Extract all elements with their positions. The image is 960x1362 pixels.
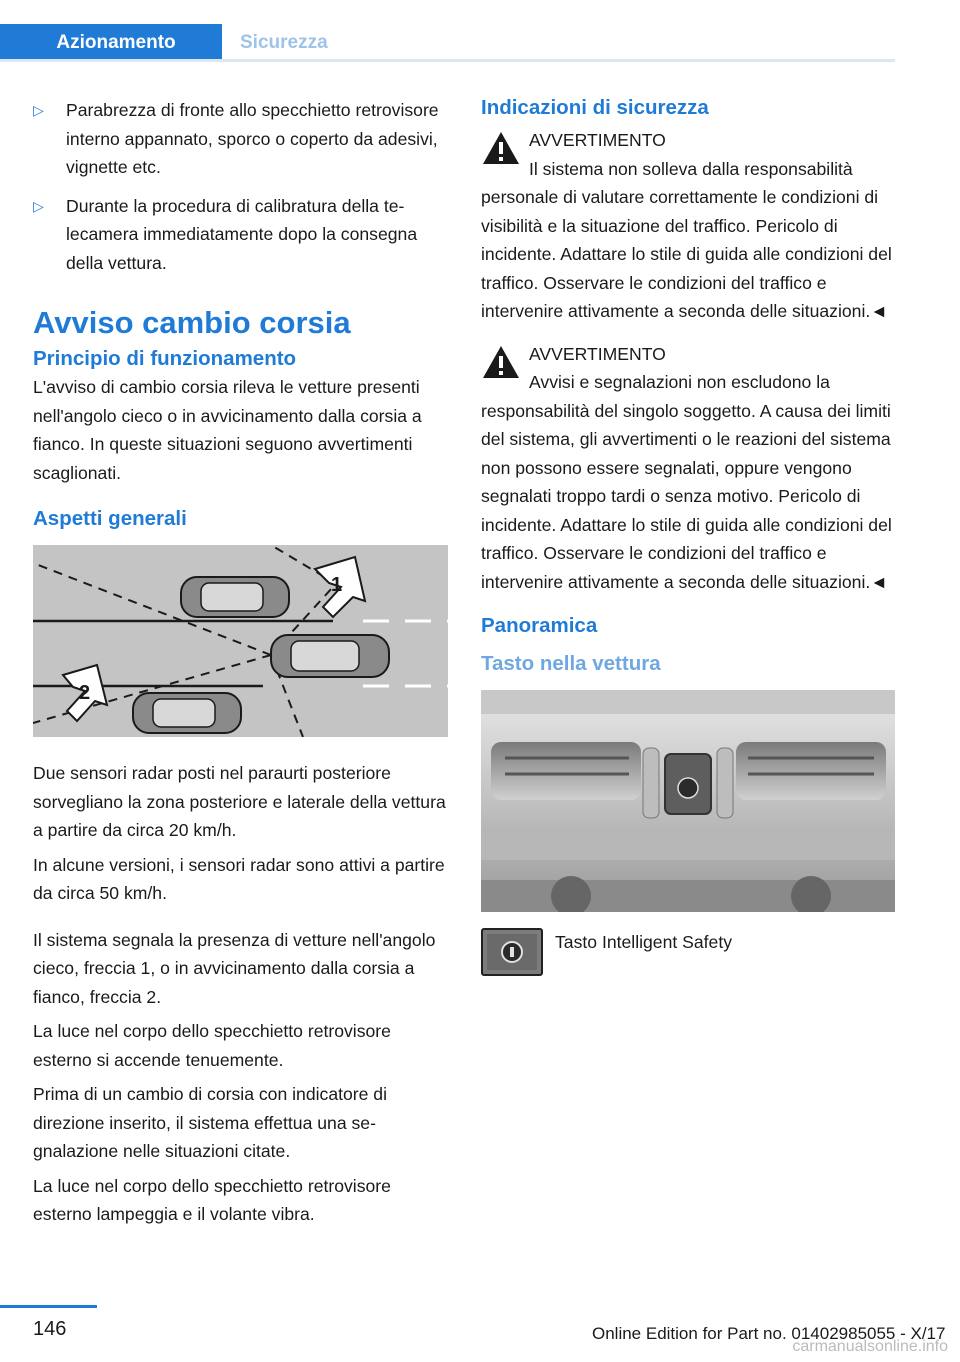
page-number: 146	[33, 1318, 67, 1340]
safety-heading: Indicazioni di sicurezza	[481, 96, 709, 119]
footer-rule	[0, 1305, 97, 1308]
list-item-text: Parabrezza di fronte allo specchietto retrovisore interno appannato, sporco o coperto da adesivi, vignette etc.	[66, 100, 439, 177]
triangle-bullet-icon: ▷	[33, 197, 44, 214]
warning-block	[481, 126, 895, 326]
button-label: Tasto Intelligent Safety	[555, 932, 733, 952]
intelligent-safety-button-icon	[481, 928, 543, 976]
tab-azionamento[interactable]: Azionamento	[0, 24, 222, 62]
car-icon	[181, 577, 289, 617]
list-item-text: Durante la procedura di calibratura della telecamera immediatamente dopo la consegna della vettura.	[66, 195, 418, 273]
warning-text: Il sistema non solleva dalla responsabilità personale di valutare correttamente le condizioni di visibilità e la situazione del traffico. Pericolo di incidente. Adattare lo stile di guida alle condizioni del traffico. Osservare le condizioni del traffico e intervenire attivamente a seconda delle situazioni.◄	[481, 158, 892, 321]
svg-text:2: 2	[79, 682, 91, 704]
warning-title: AVVERTIMENTO	[529, 343, 666, 364]
paragraph: La luce nel corpo dello specchietto retrovisore esterno lampeggia e il volante vibra.	[33, 1175, 391, 1224]
warning-title: AVVERTIMENTO	[529, 130, 666, 150]
dashboard-button-photo	[481, 690, 895, 912]
warning-text: Avvisi e segnalazioni non escludono la responsabilità del singolo soggetto. A causa dei limiti del sistema, gli avvertimenti o le reazioni del sistema non possono essere segnalati, oppure vengono segnalati troppo tardi o senza motivo. Pericolo di incidente. Adattare lo stile di guida alle condizioni del traffico. Osservare le condizioni del traffico e intervenire attivamente a seconda delle situazioni.◄	[481, 372, 892, 592]
watermark: carmanualsonline.info	[792, 1338, 948, 1355]
right-column	[481, 96, 895, 976]
svg-text:1: 1	[331, 574, 343, 596]
list-item	[33, 96, 448, 182]
car-icon	[271, 635, 389, 677]
paragraph: In alcune versioni, i sensori radar sono attivi a partire da circa 50 km/h.	[33, 854, 445, 903]
button-heading: Tasto nella vettura	[481, 652, 661, 675]
tab-sicurezza[interactable]: Sicurezza	[240, 32, 328, 53]
paragraph: La luce nel corpo dello specchietto retrovisore esterno si accende tenuemente.	[33, 1021, 391, 1070]
principle-text: L'avviso di cambio corsia rileva le vetture presenti nell'angolo cieco o in avvicinamento dalla corsia a fianco. In queste situazioni seguono avvertimenti scaglionati.	[33, 377, 422, 483]
principle-heading: Principio di funzionamento	[33, 347, 297, 370]
warning-icon	[481, 344, 521, 380]
section-title: Avviso cambio corsia	[33, 305, 351, 340]
paragraph: Due sensori radar posti nel paraurti posteriore sorvegliano la zona posteriore e laterale della vettura a partire da circa 20 km/h.	[33, 763, 446, 840]
header-rule	[0, 59, 895, 62]
car-icon	[133, 693, 241, 733]
triangle-bullet-icon: ▷	[33, 102, 44, 118]
warning-block	[481, 340, 895, 597]
paragraph: Il sistema segnala la presenza di vetture nell'angolo cieco, freccia 1, o in avvicinamento dalla corsia a fianco, freccia 2.	[33, 929, 436, 1007]
paragraph: Prima di un cambio di corsia con indicatore di direzione inserito, il sistema effettua una segnalazione nelle situazioni citate.	[33, 1084, 387, 1161]
top-navigation	[0, 0, 895, 62]
bullet-list	[33, 96, 448, 277]
lane-change-illustration	[33, 545, 448, 737]
button-legend	[481, 928, 895, 976]
overview-heading: Panoramica	[481, 614, 598, 637]
warning-icon	[481, 130, 521, 166]
left-column	[33, 96, 448, 1241]
general-heading: Aspetti generali	[33, 507, 187, 530]
edition-text: Online Edition for Part no. 01402985055 - X/17	[592, 1324, 946, 1343]
list-item	[33, 192, 448, 278]
